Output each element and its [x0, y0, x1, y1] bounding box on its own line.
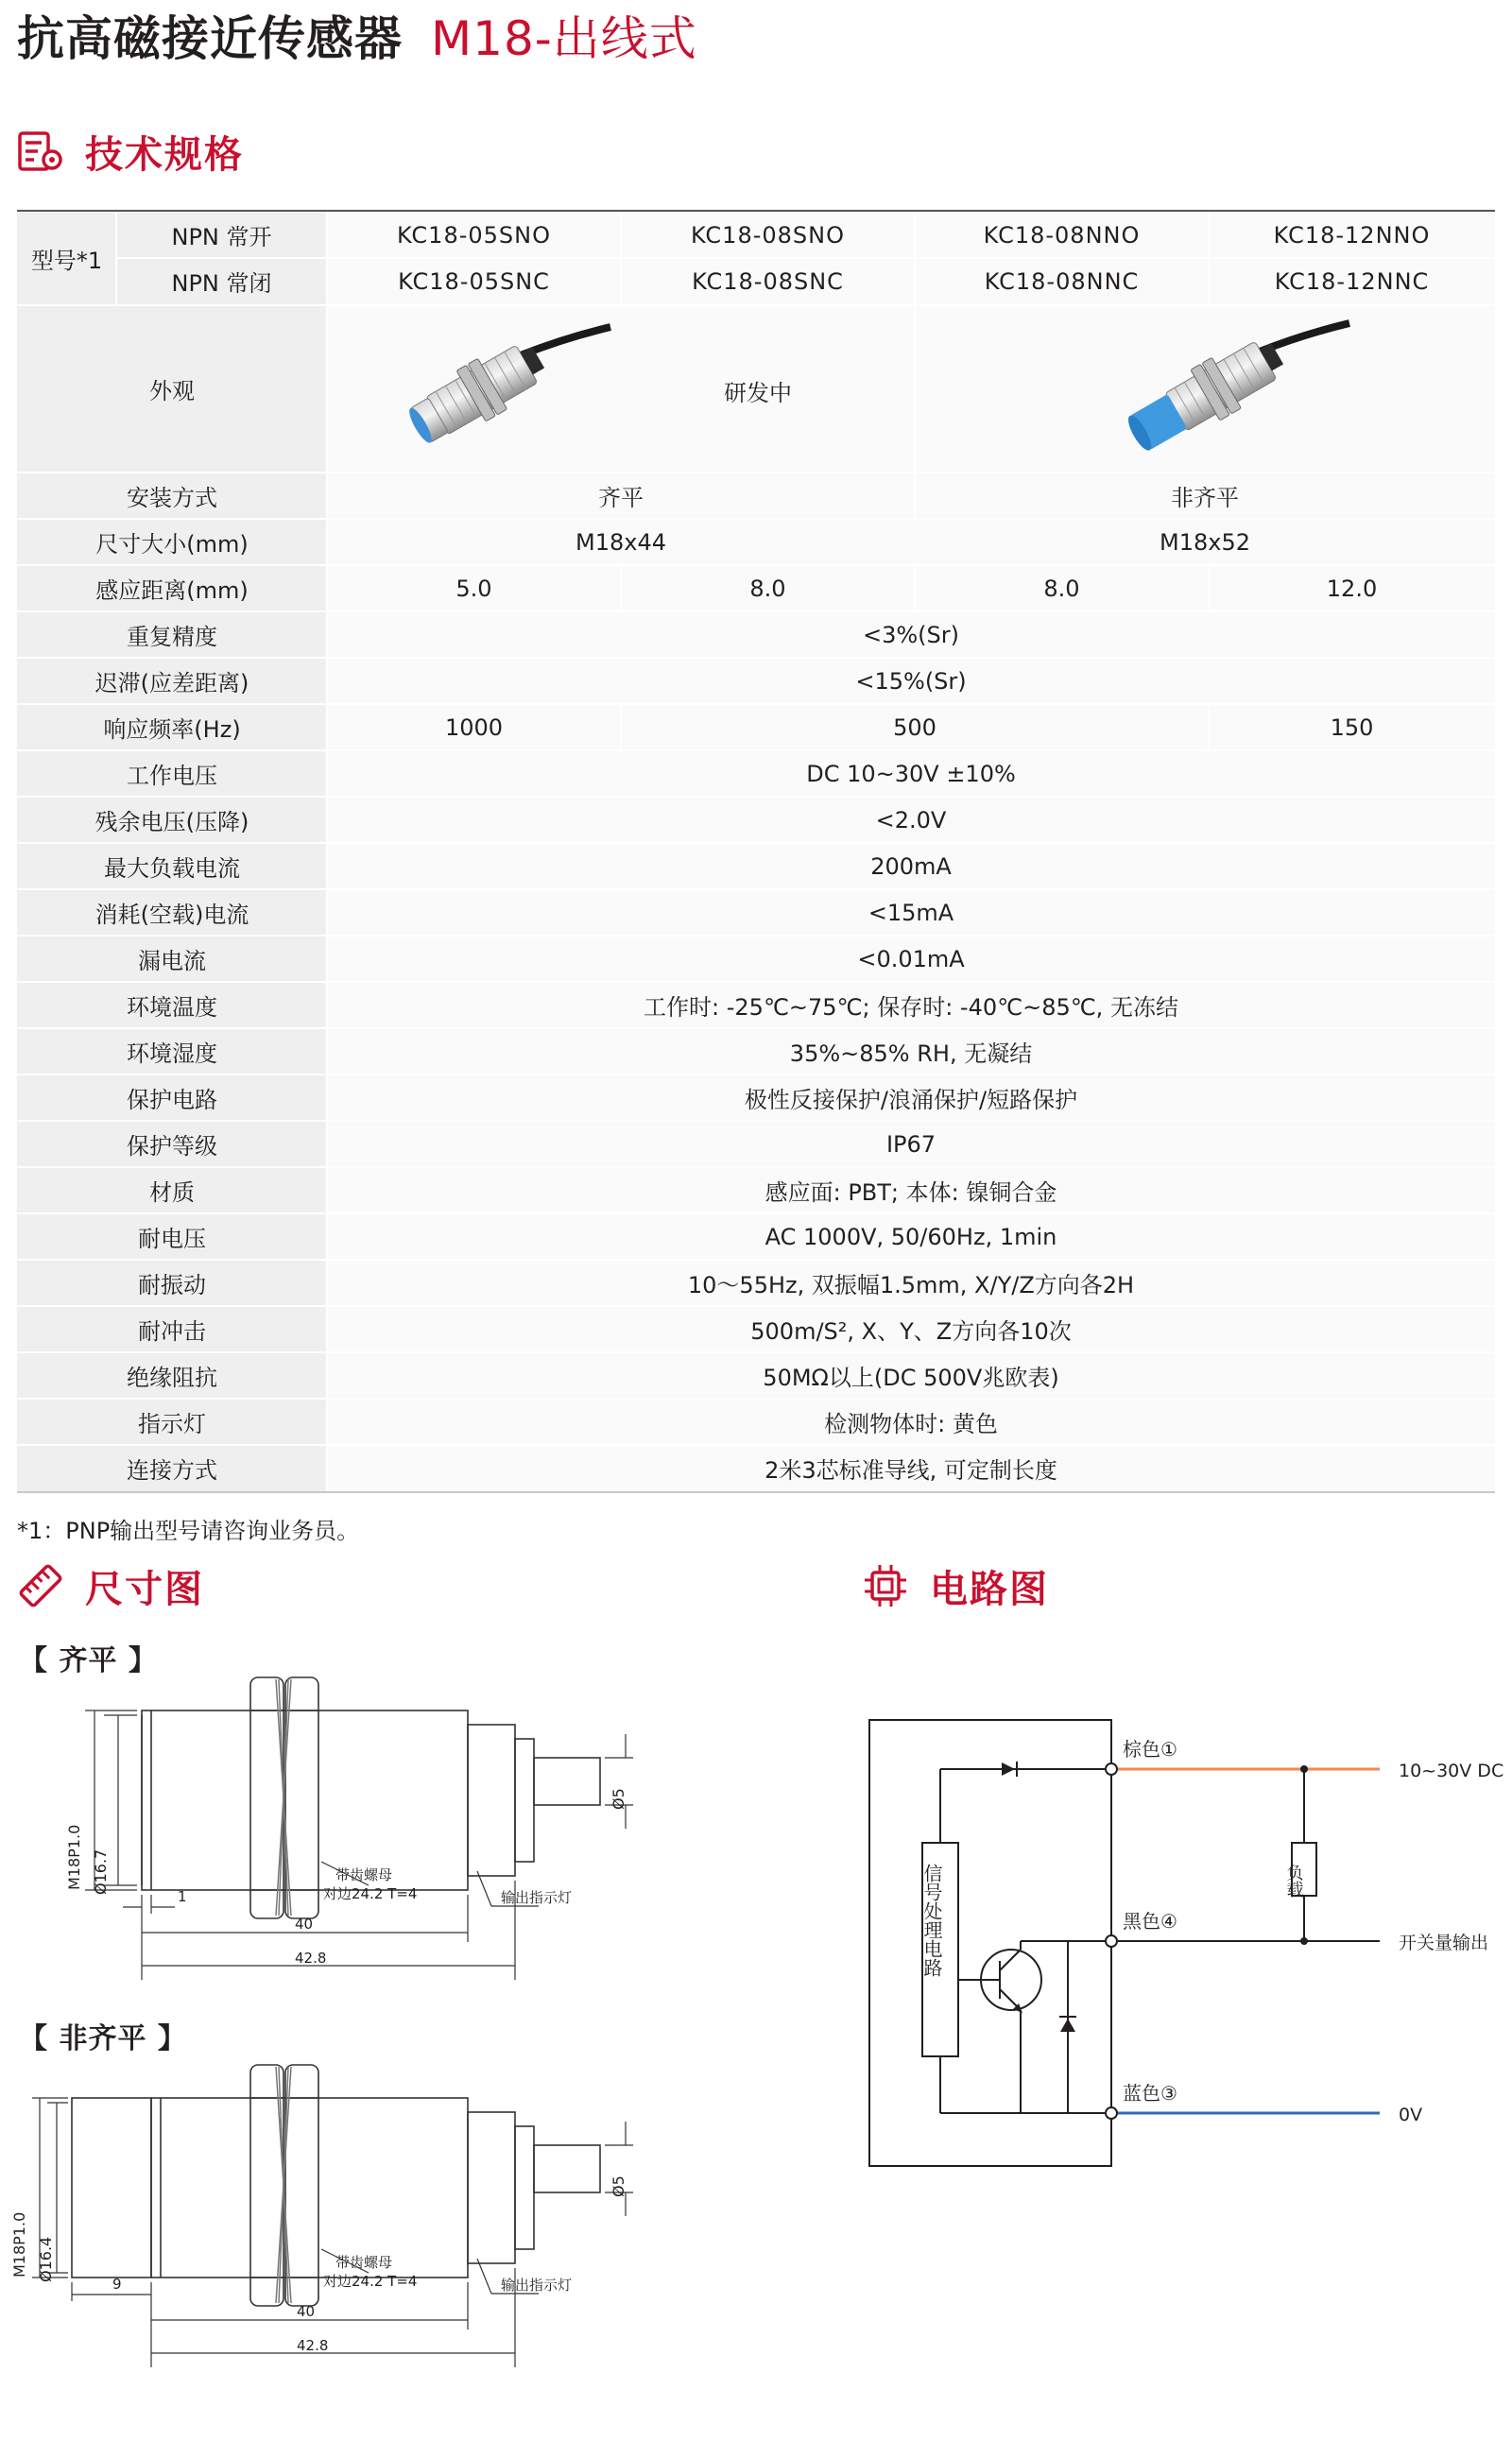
humidity-value: 35%~85% RH, 无凝结 [327, 1028, 1495, 1074]
model-08nnc: KC18-08NNC [915, 258, 1209, 304]
spec-sheet-icon [17, 128, 64, 175]
shock-label: 耐冲击 [17, 1306, 327, 1352]
table-row-indicator [17, 1399, 1495, 1445]
table-row-size [17, 519, 1495, 565]
nonflush-nut-line1: 带齿螺母 [335, 2254, 393, 2271]
nonflush-indicator-label: 输出指示灯 [501, 2277, 573, 2294]
flush-drawing-title: 【 齐平 】 [19, 1644, 158, 1677]
flush-thread-label: M18P1.0 [65, 1824, 83, 1890]
black-wire-label: 黑色④ [1123, 1910, 1177, 1933]
temp-label: 环境温度 [17, 982, 327, 1028]
table-row-vibration [17, 1260, 1495, 1306]
output-label: 开关量输出 [1399, 1933, 1489, 1953]
spec-section-heading [17, 125, 244, 178]
connection-value: 2米3芯标准导线, 可定制长度 [327, 1445, 1495, 1491]
leak-label: 漏电流 [17, 936, 327, 982]
ip-label: 保护等级 [17, 1121, 327, 1167]
table-row-appearance [17, 304, 1495, 473]
table-row-protection [17, 1074, 1495, 1121]
insulation-value: 50MΩ以上(DC 500V兆欧表) [327, 1352, 1495, 1399]
table-row-frequency [17, 704, 1495, 750]
shock-value: 500m/S², X、Y、Z方向各10次 [327, 1306, 1495, 1352]
title-main: 抗高磁接近传感器 [17, 11, 403, 66]
flush-offset-value: 1 [178, 1888, 187, 1905]
mount-nonflush: 非齐平 [915, 473, 1495, 519]
size-label: 尺寸大小(mm) [17, 519, 327, 565]
table-row-shock [17, 1306, 1495, 1352]
indicator-value: 检测物体时: 黄色 [327, 1399, 1495, 1445]
page-title [17, 6, 697, 72]
appearance-nonshielded [915, 304, 1495, 473]
connection-label: 连接方式 [17, 1445, 327, 1491]
table-row-hysteresis [17, 658, 1495, 704]
nonflush-cable-diameter: Ø5 [610, 2175, 627, 2197]
ip-value: IP67 [327, 1121, 1495, 1167]
mount-flush: 齐平 [327, 473, 915, 519]
brown-wire-label: 棕色① [1123, 1738, 1177, 1761]
nonflush-thread-label: M18P1.0 [10, 2211, 28, 2278]
title-model: M18-出线式 [431, 11, 697, 66]
model-05snc: KC18-05SNC [327, 258, 621, 304]
model-08snc: KC18-08SNC [621, 258, 915, 304]
load-label: 负载 [1283, 1864, 1304, 1898]
spec-section-title: 技术规格 [85, 132, 244, 177]
max-load-value: 200mA [327, 843, 1495, 889]
model-08nno: KC18-08NNO [915, 212, 1209, 258]
in-development-text: 研发中 [724, 380, 792, 406]
npn-no-label: NPN 常开 [116, 212, 327, 258]
residual-value: <2.0V [327, 797, 1495, 843]
voltage-value: DC 10~30V ±10% [327, 750, 1495, 797]
table-row-distance [17, 565, 1495, 611]
npn-nc-label: NPN 常闭 [116, 258, 327, 304]
table-row-repeat [17, 611, 1495, 658]
zero-volt-label: 0V [1399, 2105, 1423, 2125]
appearance-shielded [327, 304, 915, 473]
nonshielded-sensor-image [1066, 314, 1349, 465]
material-value: 感应面: PBT; 本体: 镍铜合金 [327, 1167, 1495, 1213]
flush-length-428: 42.8 [295, 1950, 327, 1967]
nonflush-dimension-drawing [10, 2046, 662, 2367]
material-label: 材质 [17, 1167, 327, 1213]
hysteresis-label: 迟滞(应差距离) [17, 658, 327, 704]
mount-label: 安装方式 [17, 473, 327, 519]
insulation-label: 绝缘阻抗 [17, 1352, 327, 1399]
circuit-diagram [850, 1701, 1503, 2192]
repeat-value: <3%(Sr) [327, 611, 1495, 658]
table-row-humidity [17, 1028, 1495, 1074]
ruler-icon [17, 1562, 64, 1609]
flush-dimension-drawing [47, 1659, 662, 1980]
dimension-section-title: 尺寸图 [85, 1567, 204, 1611]
nonflush-nut-line2: 对边24.2 T=4 [323, 2273, 418, 2290]
table-row-connection [17, 1445, 1495, 1491]
nonflush-drawing-title: 【 非齐平 】 [19, 2022, 187, 2055]
nonflush-length-428: 42.8 [297, 2337, 329, 2354]
repeat-label: 重复精度 [17, 611, 327, 658]
table-row-residual [17, 797, 1495, 843]
circuit-section-heading [862, 1559, 1049, 1612]
table-row-mount [17, 473, 1495, 519]
flush-nut-line1: 带齿螺母 [335, 1866, 393, 1883]
protection-value: 极性反接保护/浪涌保护/短路保护 [327, 1074, 1495, 1121]
leak-value: <0.01mA [327, 936, 1495, 982]
chip-icon [862, 1562, 909, 1609]
indicator-label: 指示灯 [17, 1399, 327, 1445]
distance-2: 8.0 [621, 565, 915, 611]
model-12nno: KC18-12NNO [1209, 212, 1495, 258]
table-row-npn-nc [17, 258, 1495, 304]
table-row-insulation [17, 1352, 1495, 1399]
withstand-value: AC 1000V, 50/60Hz, 1min [327, 1213, 1495, 1260]
vibration-value: 10～55Hz, 双振幅1.5mm, X/Y/Z方向各2H [327, 1260, 1495, 1306]
consumption-value: <15mA [327, 889, 1495, 936]
vibration-label: 耐振动 [17, 1260, 327, 1306]
table-row-voltage [17, 750, 1495, 797]
table-row-max-load [17, 843, 1495, 889]
humidity-label: 环境湿度 [17, 1028, 327, 1074]
circuit-section-title: 电路图 [930, 1567, 1049, 1611]
appearance-label: 外观 [17, 304, 327, 473]
table-row-leak [17, 936, 1495, 982]
flush-body-diameter: Ø16.7 [92, 1848, 110, 1895]
flush-nut-line2: 对边24.2 T=4 [323, 1885, 418, 1902]
freq-3: 150 [1209, 704, 1495, 750]
footnote: *1：PNP输出型号请咨询业务员。 [17, 1518, 360, 1544]
residual-label: 残余电压(压降) [17, 797, 327, 843]
nonflush-length-40: 40 [297, 2303, 316, 2320]
temp-value: 工作时: -25℃~75℃; 保存时: -40℃~85℃, 无冻结 [327, 982, 1495, 1028]
table-row-ip [17, 1121, 1495, 1167]
nonflush-body-diameter: Ø16.4 [37, 2236, 55, 2282]
model-label: 型号*1 [17, 212, 116, 304]
dimension-section-heading [17, 1559, 204, 1612]
flush-indicator-label: 输出指示灯 [501, 1889, 573, 1906]
distance-label: 感应距离(mm) [17, 565, 327, 611]
blue-wire-label: 蓝色③ [1123, 2082, 1177, 2105]
model-05sno: KC18-05SNO [327, 212, 621, 258]
distance-1: 5.0 [327, 565, 621, 611]
protection-label: 保护电路 [17, 1074, 327, 1121]
table-row-temperature [17, 982, 1495, 1028]
size-flush: M18x44 [327, 519, 915, 565]
distance-4: 12.0 [1209, 565, 1495, 611]
freq-1: 1000 [327, 704, 621, 750]
table-row-consumption [17, 889, 1495, 936]
spec-table [17, 210, 1495, 1500]
nonflush-offset-value: 9 [112, 2276, 122, 2293]
model-08sno: KC18-08SNO [621, 212, 915, 258]
table-row-withstand [17, 1213, 1495, 1260]
supply-label: 10~30V DC [1399, 1761, 1504, 1781]
voltage-label: 工作电压 [17, 750, 327, 797]
freq-2: 500 [621, 704, 1209, 750]
withstand-label: 耐电压 [17, 1213, 327, 1260]
max-load-label: 最大负载电流 [17, 843, 327, 889]
table-row-npn-no [17, 212, 1495, 258]
distance-3: 8.0 [915, 565, 1209, 611]
size-nonflush: M18x52 [915, 519, 1495, 565]
processor-label: 信号处理电路 [920, 1864, 943, 1977]
model-12nnc: KC18-12NNC [1209, 258, 1495, 304]
flush-length-40: 40 [295, 1916, 314, 1933]
freq-label: 响应频率(Hz) [17, 704, 327, 750]
table-row-material [17, 1167, 1495, 1213]
hysteresis-value: <15%(Sr) [327, 658, 1495, 704]
consumption-label: 消耗(空载)电流 [17, 889, 327, 936]
flush-cable-diameter: Ø5 [610, 1788, 627, 1810]
shielded-sensor-image [327, 318, 610, 459]
